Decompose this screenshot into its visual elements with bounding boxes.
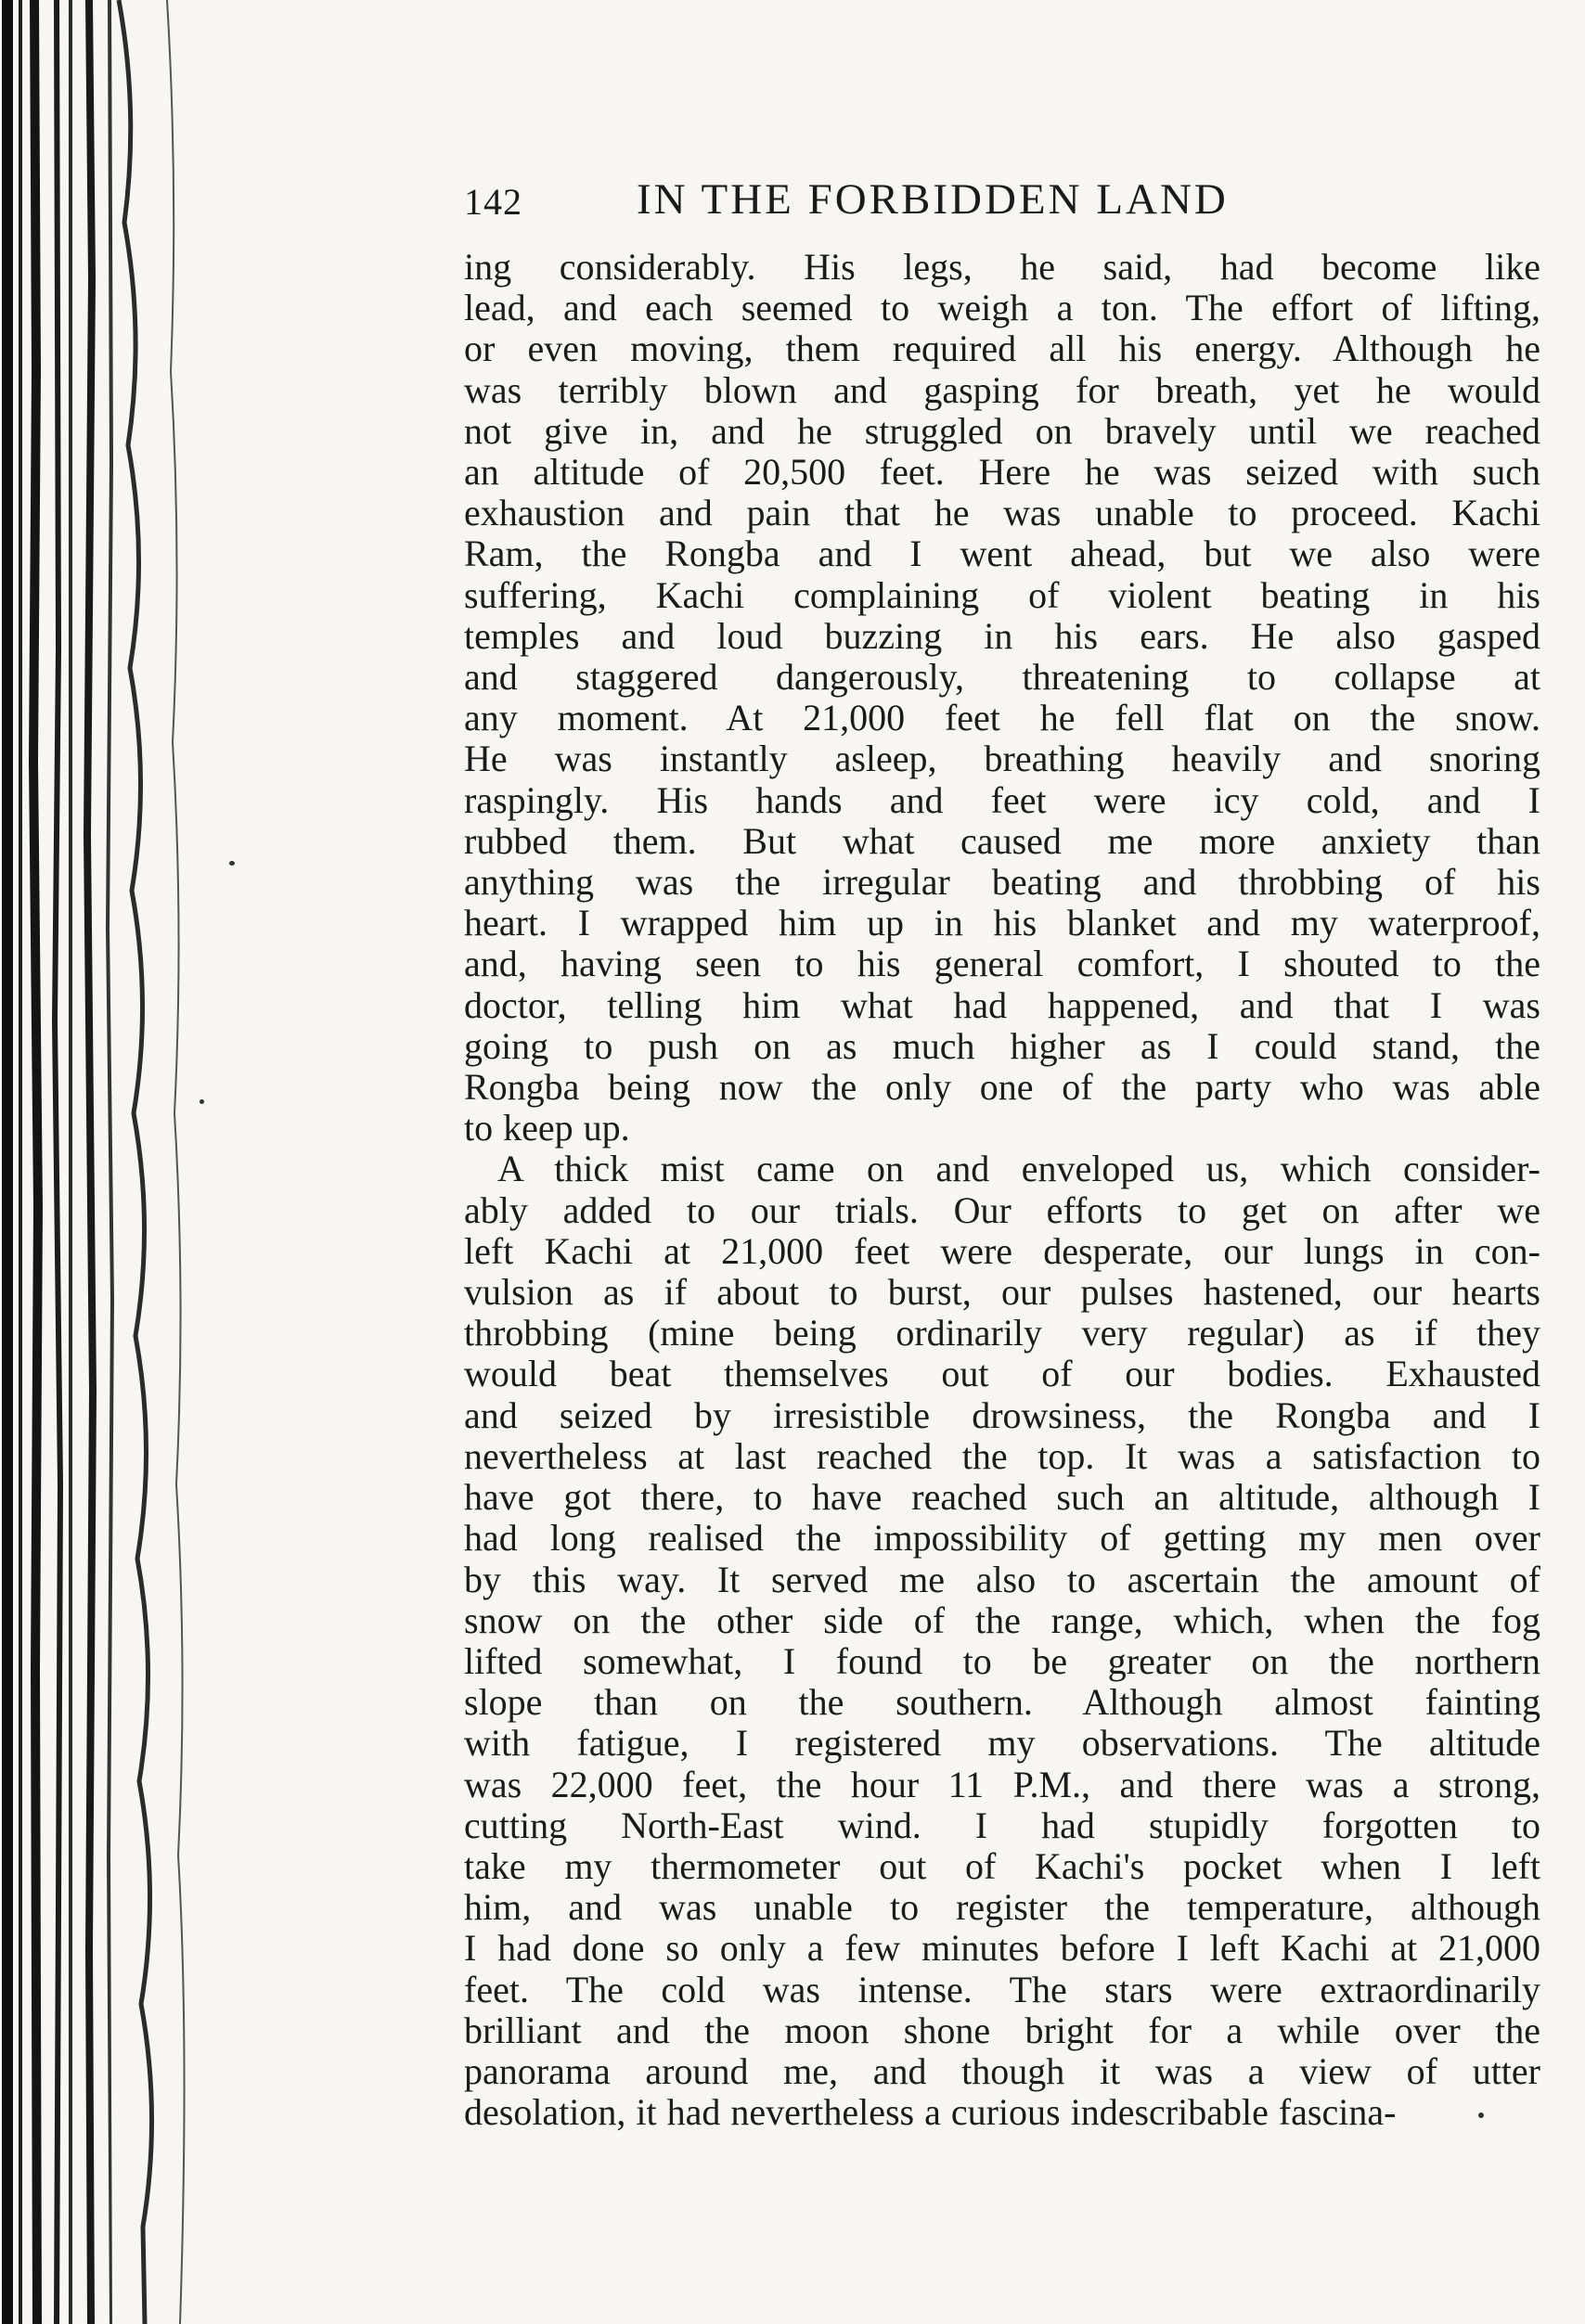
text-line: exhaustion and pain that he was unable to proceed. Kachi (464, 492, 1540, 534)
text-line: and seized by irresistible drowsiness, the Rongba and I (464, 1393, 1540, 1436)
page-header (464, 174, 1540, 230)
paragraph-1 (464, 247, 1540, 1149)
text-line: had long realised the impossibility of getting my men over (464, 1517, 1540, 1560)
print-speck (229, 861, 235, 866)
text-line: lifted somewhat, I found to be greater on the northern (464, 1639, 1540, 1682)
text-line: lead, and each seemed to weigh a ton. The effort of lifting, (464, 287, 1540, 329)
text-line: panorama around me, and though it was a view of utter (464, 2049, 1540, 2092)
text-line: was 22,000 feet, the hour 11 P.M., and there was a strong, (464, 1763, 1540, 1805)
text-line: ing considerably. His legs, he said, had become like (464, 246, 1540, 288)
text-line: anything was the irregular beating and throbbing of his (464, 861, 1540, 904)
text-line: slope than on the southern. Although almost fainting (464, 1681, 1540, 1724)
text-line: snow on the other side of the range, which, when the fog (464, 1599, 1540, 1641)
text-line: doctor, telling him what had happened, and that I was (464, 983, 1540, 1026)
text-line: I had done so only a few minutes before I left Kachi at 21,000 (464, 1927, 1540, 1970)
text-line: by this way. It served me also to ascertain the amount of (464, 1558, 1540, 1600)
text-line: cutting North-East wind. I had stupidly forgotten to (464, 1804, 1540, 1846)
text-line: an altitude of 20,500 feet. Here he was seized with such (464, 451, 1540, 494)
text-line: have got there, to have reached such an altitude, although I (464, 1476, 1540, 1519)
text-line: or even moving, them required all his energy. Although he (464, 327, 1540, 370)
text-line: feet. The cold was intense. The stars were extraordinarily (464, 1968, 1540, 2010)
binding-edge-artifact (0, 0, 213, 2324)
paragraph-2 (464, 1149, 1540, 2133)
text-line: with fatigue, I registered my observations. The altitude (464, 1722, 1540, 1765)
text-line: vulsion as if about to burst, our pulses hastened, our hearts (464, 1271, 1540, 1314)
text-line: brilliant and the moon shone bright for a while over the (464, 2009, 1540, 2051)
text-line: to keep up. (464, 1107, 630, 1149)
text-line: throbbing (mine being ordinarily very regular) as if they (464, 1312, 1540, 1355)
text-line: was terribly blown and gasping for breath, yet he would (464, 368, 1540, 411)
text-line: him, and was unable to register the temperature, although (464, 1886, 1540, 1929)
text-line: nevertheless at last reached the top. It was a satisfaction to (464, 1434, 1540, 1477)
text-line: raspingly. His hands and feet were icy cold, and I (464, 778, 1540, 821)
text-line: and staggered dangerously, threatening to collapse at (464, 656, 1540, 699)
text-line: rubbed them. But what caused me more anxiety than (464, 819, 1540, 862)
text-line: Rongba being now the only one of the party who was able (464, 1066, 1540, 1109)
text-line: ably added to our trials. Our efforts to get on after we (464, 1188, 1540, 1231)
text-line: He was instantly asleep, breathing heavily and snoring (464, 738, 1540, 780)
text-line: going to push on as much higher as I could stand, the (464, 1024, 1540, 1067)
text-line: heart. I wrapped him up in his blanket and my waterproof, (464, 902, 1540, 944)
text-line: not give in, and he struggled on bravely until we reached (464, 409, 1540, 452)
text-line: temples and loud buzzing in his ears. He also gasped (464, 614, 1540, 657)
text-line: suffering, Kachi complaining of violent beating in his (464, 573, 1540, 616)
text-line: Ram, the Rongba and I went ahead, but we also were (464, 533, 1540, 575)
body-text (464, 247, 1540, 2133)
running-title: IN THE FORBIDDEN LAND (637, 175, 1229, 224)
text-line: would beat themselves out of our bodies. Exhausted (464, 1353, 1540, 1395)
text-line: A thick mist came on and enveloped us, which consider- (497, 1148, 1540, 1190)
page-number: 142 (464, 181, 522, 223)
text-line: take my thermometer out of Kachi's pocket when I left (464, 1844, 1540, 1887)
text-line: desolation, it had nevertheless a curious indescribable fascina- (464, 2091, 1397, 2134)
text-line: left Kachi at 21,000 feet were desperate, our lungs in con- (464, 1229, 1540, 1272)
text-line: and, having seen to his general comfort, I shouted to the (464, 943, 1540, 985)
text-line: any moment. At 21,000 feet he fell flat on the snow. (464, 697, 1540, 739)
print-speck (200, 1099, 204, 1104)
